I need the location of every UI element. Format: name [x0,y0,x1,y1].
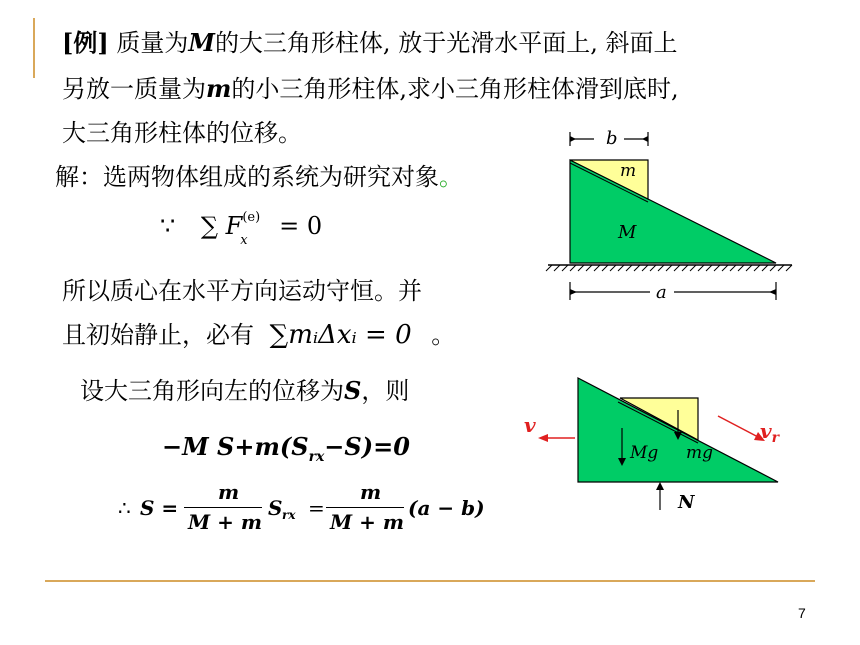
label-M: M [618,222,637,243]
problem-line-2: 另放一质量为m的小三角形柱体,求小三角形柱体滑到底时, [62,74,679,103]
normal-N-arrowhead [656,482,664,490]
label-Mg: Mg [630,443,659,463]
displacement-equation: −M $S+m(S_{rx}-S)=0$ [162,432,410,465]
label-vr: $v_r$ [760,419,780,446]
fraction-bar-2 [326,507,404,508]
label-a: a [656,282,667,303]
a-dimension-arrow-left [570,289,577,295]
decor-vertical-rule [33,18,35,78]
conservation-line-1: 所以质心在水平方向运动守恒。并 [62,277,422,305]
problem-line-3: 大三角形柱体的位移。 [62,119,302,147]
label-m: m [620,161,637,181]
fraction-bar-1 [184,507,262,508]
problem-line-1: [例] 质量为M的大三角形柱体, 放于光滑水平面上, 斜面上 [62,28,678,57]
label-b: b [606,128,618,149]
decor-footer-rule [45,580,815,582]
example-tag: [例] [62,28,109,57]
conservation-line-2: 且初始静止，必有 ∑mᵢΔxᵢ = 0 。 [62,320,456,350]
solution-intro: 解：选两物体组成的系统为研究对象。 [55,163,463,191]
label-mg: mg [686,443,714,463]
page-number: 7 [798,605,806,621]
ground-hatching [546,265,792,271]
velocity-vr-arrow-line [718,416,760,438]
figure-sliding-state [520,370,800,530]
result-equation: ∴ S = m M + m S rx = m M + m (a − b) [118,480,485,534]
figure-initial-state [540,120,800,310]
a-dimension-arrow-right [769,289,776,295]
velocity-v-arrowhead [538,434,548,442]
label-v: v [524,413,536,437]
momentum-equation: ∵ ∑ $F^{(e)}_x = 0$ [160,210,323,248]
assumption-line: 设大三角形向左的位移为S，则 [80,376,410,405]
b-dimension-arrow-right [642,136,648,142]
because-symbol: ∵ [160,212,176,240]
b-dimension-arrow-left [570,136,576,142]
mass-displacement-formula: ∑mᵢΔxᵢ = 0 [269,320,412,350]
label-N: N [678,492,695,513]
